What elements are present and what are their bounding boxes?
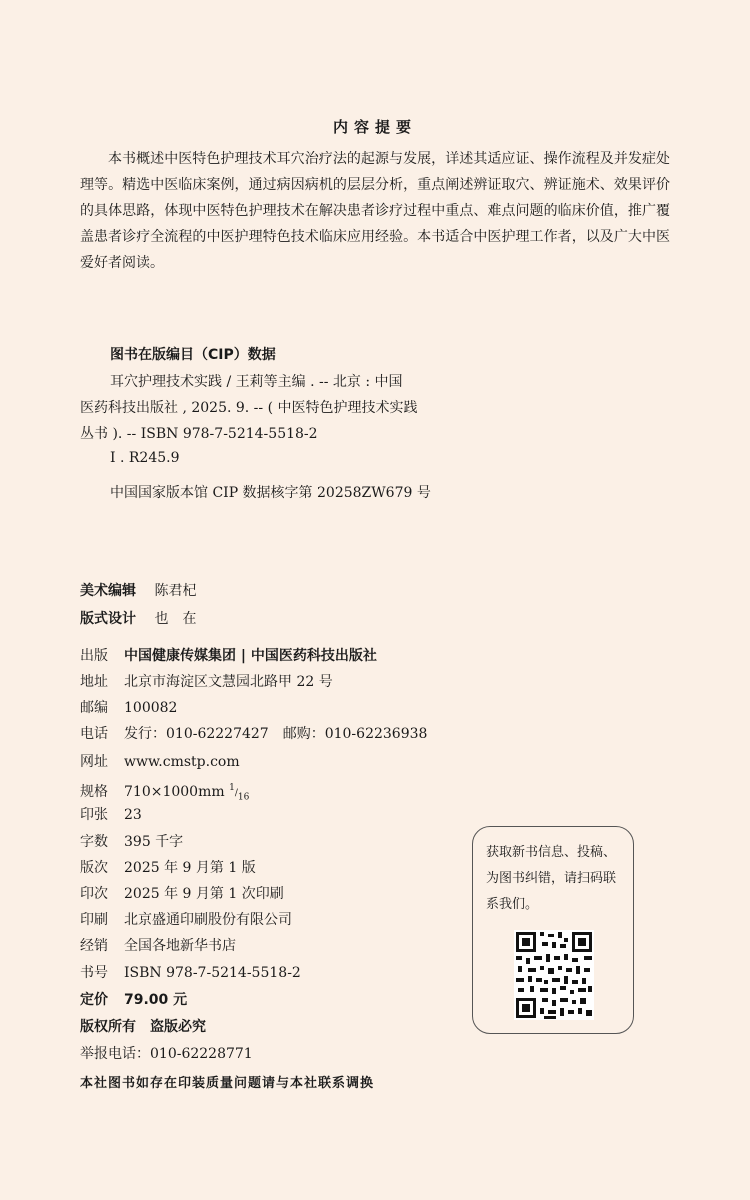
price-value: 79.00 元 [124, 992, 188, 1008]
phone-row [80, 724, 427, 744]
address-row [80, 672, 333, 692]
postcode-label: 邮编 [80, 700, 108, 716]
website-label: 网址 [80, 754, 108, 770]
format-fraction-denominator: 16 [237, 792, 250, 803]
cip-line-3: 丛书 ). -- ISBN 978-7-5214-5518-2 [80, 426, 318, 442]
report-phone: 举报电话：010-62228771 [80, 1046, 253, 1062]
layout-designer-row [80, 608, 196, 628]
edition-row [80, 858, 256, 878]
format-fraction-numerator: 1 [229, 783, 235, 793]
isbn-value: ISBN 978-7-5214-5518-2 [124, 965, 301, 981]
words-row [80, 832, 183, 852]
printer-label: 印刷 [80, 912, 108, 928]
footer-note: 本社图书如存在印装质量问题请与本社联系调换 [80, 1076, 375, 1091]
cip-record-number: 中国国家版本馆 CIP 数据核字第 20258ZW679 号 [110, 485, 431, 501]
isbn-row [80, 963, 301, 983]
phone-label: 电话 [80, 726, 108, 742]
postcode-row [80, 698, 177, 718]
address-label: 地址 [80, 674, 108, 690]
postcode-value: 100082 [124, 700, 178, 716]
edition-label: 版次 [80, 860, 108, 876]
sheets-value: 23 [124, 807, 142, 823]
words-label: 字数 [80, 834, 108, 850]
copyright-notice: 版权所有 盗版必究 [80, 1019, 206, 1035]
cip-title: 图书在版编目（CIP）数据 [110, 347, 276, 363]
address-value: 北京市海淀区文慧园北路甲 22 号 [124, 674, 333, 690]
printing-value: 2025 年 9 月第 1 次印刷 [124, 886, 284, 902]
art-editor-row [80, 580, 196, 600]
format-value: 710×1000mm [124, 783, 225, 800]
printer-row [80, 910, 292, 930]
publisher-row [80, 646, 377, 666]
printer-value: 北京盛通印刷股份有限公司 [124, 912, 292, 928]
price-label: 定价 [80, 992, 108, 1008]
layout-designer-value: 也 在 [154, 611, 197, 627]
phone-value: 发行：010-62227427 邮购：010-62236938 [124, 726, 428, 742]
distributor-value: 全国各地新华书店 [124, 938, 236, 954]
format-row: 规格 710×1000mm $^1/_{16}$ [80, 783, 250, 803]
printing-label: 印次 [80, 886, 108, 902]
cip-line-1: 耳穴护理技术实践 / 王莉等主编 . -- 北京 : 中国 [110, 374, 403, 390]
distributor-label: 经销 [80, 938, 108, 954]
format-label: 规格 [80, 783, 108, 800]
website-row [80, 752, 240, 772]
printing-row [80, 884, 284, 904]
price-row [80, 990, 187, 1010]
isbn-label: 书号 [80, 965, 108, 981]
summary-body: 本书概述中医特色护理技术耳穴治疗法的起源与发展，详述其适应证、操作流程及并发症处理等。精选中医临床案例，通过病因病机的层层分析，重点阐述辨证取穴、辨证施术、效果评价的具体思路，体现中医特色护理技术在解决患者诊疗过程中重点、难点问题的临床价值，推广覆盖患者诊疗全流程的中医护理特色技术临床应用经验。本书适合中医护理工作者，以及广大中医爱好者阅读。 [80, 151, 670, 271]
sheets-label: 印张 [80, 807, 108, 823]
publisher-value: 中国健康传媒集团 | 中国医药科技出版社 [124, 648, 377, 664]
distributor-row [80, 936, 236, 956]
qr-callout-text: 获取新书信息、投稿、为图书纠错，请扫码联系我们。 [486, 845, 617, 912]
publisher-label: 出版 [80, 648, 108, 664]
summary-title: 内容提要 [332, 118, 417, 136]
cip-line-2: 医药科技出版社 , 2025. 9. -- ( 中医特色护理技术实践 [80, 400, 418, 416]
cip-classification: Ⅰ . R245.9 [110, 450, 180, 466]
website-value: www.cmstp.com [124, 754, 240, 770]
words-value: 395 千字 [124, 834, 184, 850]
art-editor-label: 美术编辑 [80, 583, 136, 599]
sheets-row [80, 805, 142, 825]
art-editor-value: 陈君杞 [154, 583, 197, 599]
edition-value: 2025 年 9 月第 1 版 [124, 860, 256, 876]
layout-designer-label: 版式设计 [80, 611, 136, 627]
qr-code [514, 930, 594, 1020]
